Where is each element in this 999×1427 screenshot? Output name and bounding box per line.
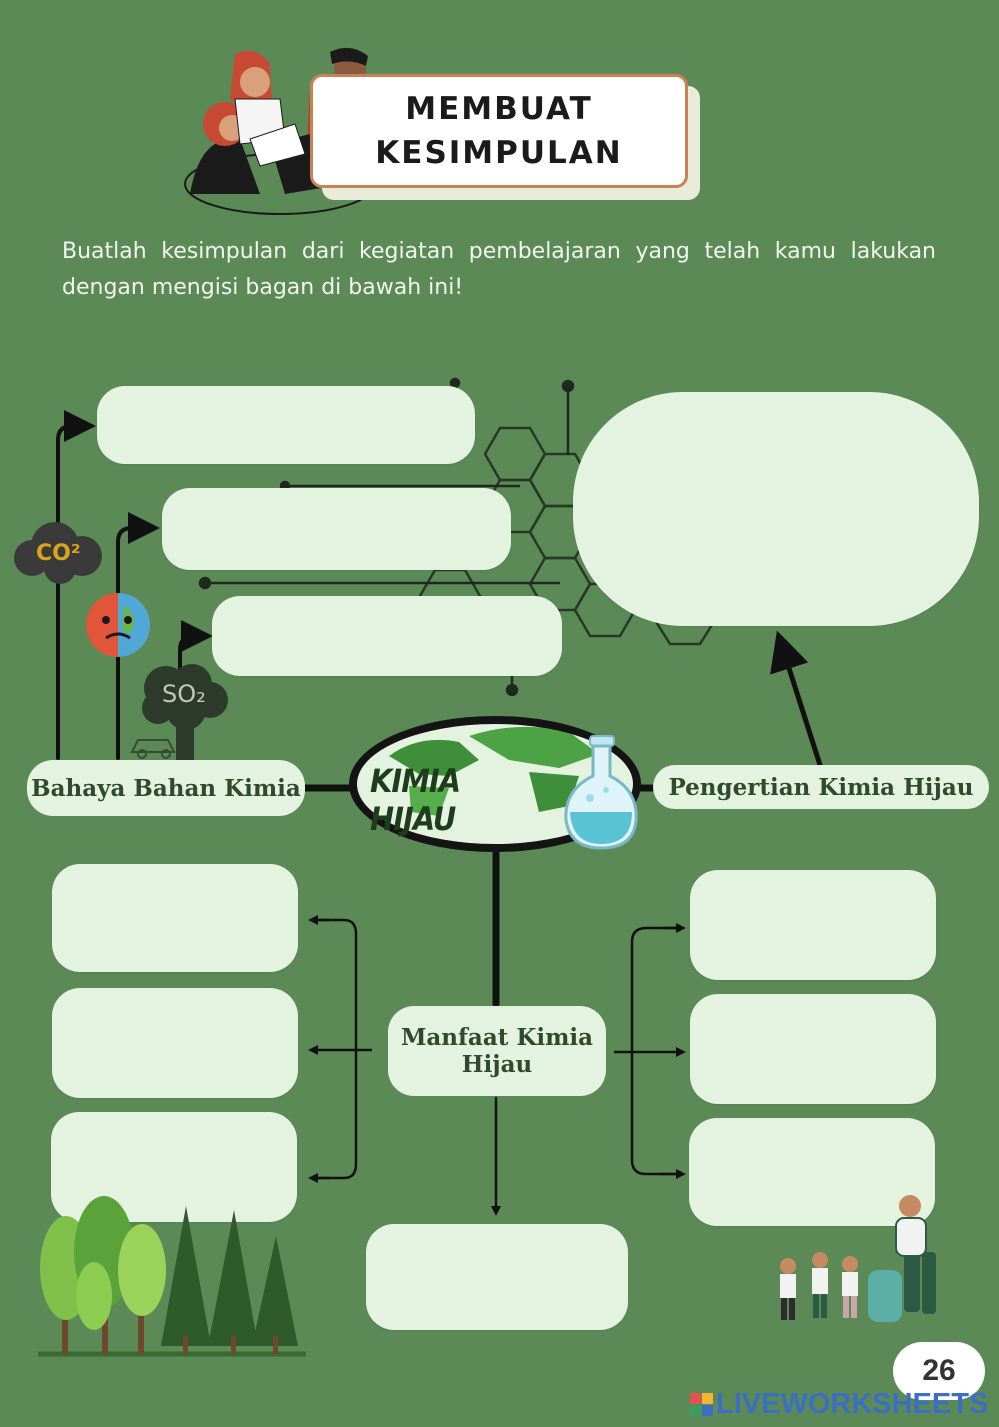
overheated-earth-icon	[78, 586, 158, 664]
flask-icon	[560, 732, 642, 852]
benefit-branch-label: Manfaat Kimia Hijau	[388, 1006, 606, 1096]
title-line-1: MEMBUAT	[405, 91, 593, 127]
hazard-answer-box-2[interactable]	[162, 488, 511, 570]
benefit-answer-box-right-1[interactable]	[690, 870, 936, 980]
forest-illustration	[36, 1196, 308, 1362]
instruction-text: Buatlah kesimpulan dari kegiatan pembelajaran yang telah kamu lakukan dengan mengisi bagan di bawah ini!	[62, 239, 936, 300]
benefit-answer-box-bottom[interactable]	[366, 1224, 628, 1330]
watermark-text: LIVEWORKSHEETS	[716, 1387, 989, 1420]
definition-branch-label: Pengertian Kimia Hijau	[653, 765, 989, 809]
definition-answer-box[interactable]	[573, 392, 979, 626]
so2-smoke-icon	[128, 660, 236, 760]
liveworksheets-watermark[interactable]	[690, 1386, 988, 1422]
hazard-answer-box-3[interactable]	[212, 596, 562, 676]
benefit-answer-box-left-1[interactable]	[52, 864, 298, 972]
kimia-hijau-title: KIMIA HIJAU	[370, 762, 461, 838]
liveworksheets-logo-icon	[690, 1393, 713, 1416]
benefit-answer-box-right-2[interactable]	[690, 994, 936, 1104]
hazard-branch-label: Bahaya Bahan Kimia	[27, 760, 305, 816]
title-line-2: KESIMPULAN	[375, 135, 623, 171]
page-number: 26	[893, 1342, 985, 1400]
recycling-people-illustration	[764, 1192, 960, 1332]
so2-label: SO₂	[162, 680, 206, 708]
co2-cloud-icon	[10, 518, 108, 584]
co2-label: CO²	[36, 541, 81, 566]
benefit-answer-box-left-2[interactable]	[52, 988, 298, 1098]
hazard-answer-box-1[interactable]	[97, 386, 475, 464]
